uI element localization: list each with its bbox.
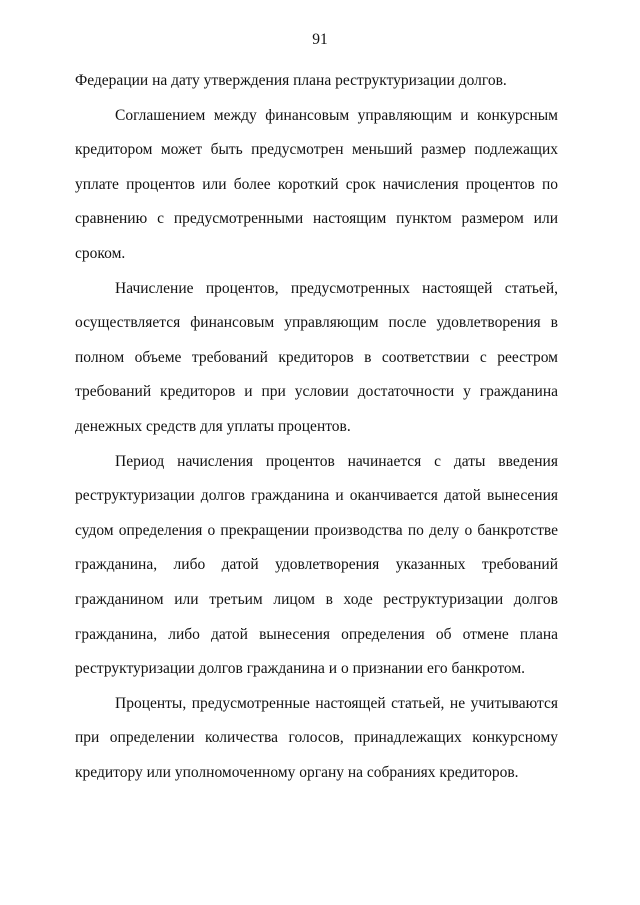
paragraph-agreement: Соглашением между финансовым управляющим и конкурсным кредитором может быть предусмотрен меньший размер подлежащих уплате процентов или более короткий срок начисления процентов по сравнению с предусмотренными настоящим пунктом размером или сроком. [75, 106, 558, 262]
paragraph-voting-exclusion: Проценты, предусмотренные настоящей статьей, не учитываются при определении количества голосов, принадлежащих конкурсному кредитору или уполномоченному органу на собраниях кредиторов. [75, 694, 558, 781]
page-number: 91 [312, 31, 328, 48]
paragraph-interest-accrual: Начисление процентов, предусмотренных настоящей статьей, осуществляется финансовым управляющим после удовлетворения в полном объеме требований кредиторов в соответствии с реестром требований кредиторов и при условии достаточности у гражданина денежных средств для уплаты процентов. [75, 279, 558, 435]
document-body [75, 64, 558, 790]
paragraph-accrual-period: Период начисления процентов начинается с даты введения реструктуризации долгов гражданина и оканчивается датой вынесения судом определения о прекращении производства по делу о банкротстве гражданина, либо датой удовлетворения указанных требований гражданином или третьим лицом в ходе реструктуризации долгов гражданина, либо датой вынесения определения об отмене плана реструктуризации долгов гражданина и о признании его банкротом. [75, 452, 558, 678]
paragraph-continuation: Федерации на дату утверждения плана реструктуризации долгов. [75, 72, 507, 89]
